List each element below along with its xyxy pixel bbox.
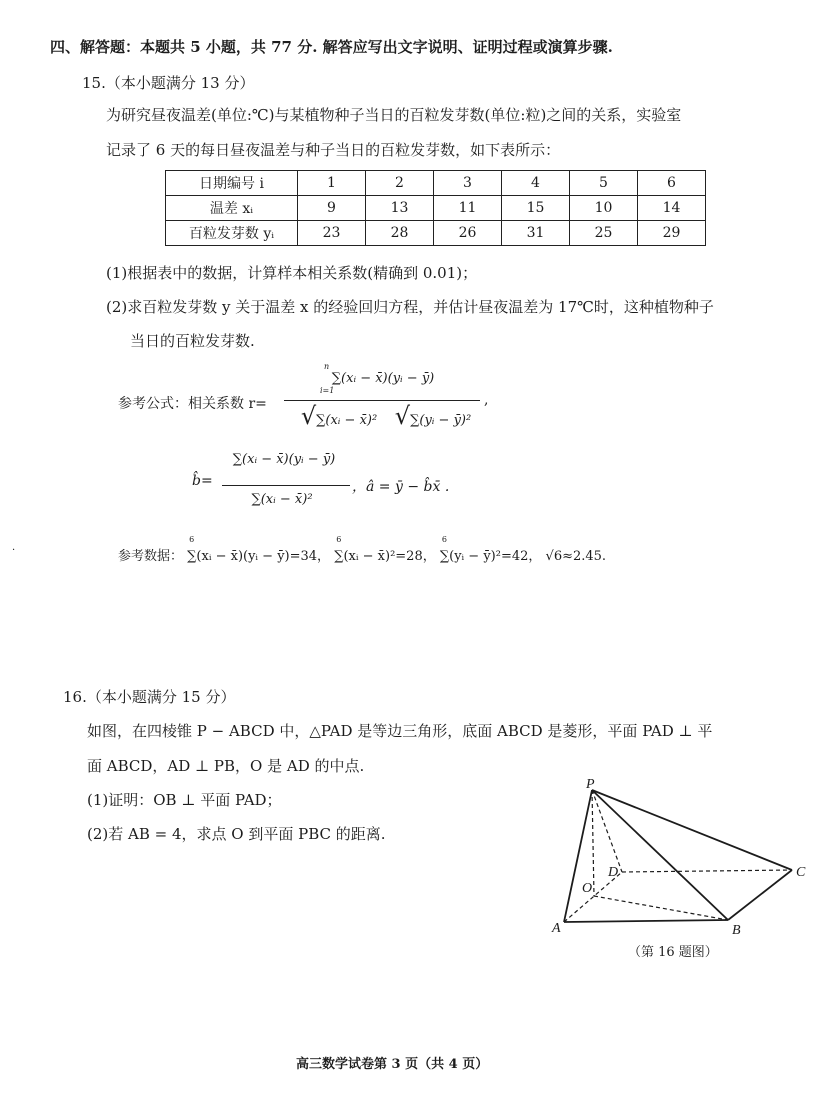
label-C: C xyxy=(796,865,806,880)
q16-header: 16.（本小题满分 15 分） xyxy=(63,688,236,706)
r-den-left-text: ∑(xᵢ − x̄)² xyxy=(316,413,378,428)
label-B: B xyxy=(732,923,741,938)
r-numerator-text: ∑(xᵢ − x̄)(yᵢ − ȳ) xyxy=(331,371,435,386)
q16-intro-line2: 面 ABCD，AD ⊥ PB，O 是 AD 的中点. xyxy=(87,757,365,775)
table-cell: 6 xyxy=(638,171,706,196)
edge-PC xyxy=(592,790,792,870)
r-numerator xyxy=(318,362,448,395)
label-D: D xyxy=(608,865,619,880)
table-cell: 13 xyxy=(366,196,434,221)
q15-intro-line2: 记录了 6 天的每日昼夜温差与种子当日的百粒发芽数，如下表所示： xyxy=(106,141,561,159)
q15-data-table xyxy=(165,170,706,246)
figure-caption: （第 16 题图） xyxy=(628,945,718,960)
reference-data xyxy=(118,535,607,564)
table-cell: 11 xyxy=(434,196,502,221)
r-den-right-text: ∑(yᵢ − ȳ)² xyxy=(410,413,472,428)
edge-AB xyxy=(564,920,728,922)
r-denominator-right xyxy=(378,402,488,430)
ref-data-4: √6≈2.45. xyxy=(545,549,607,564)
ref-sum-3 xyxy=(439,535,542,564)
label-A: A xyxy=(552,921,561,936)
sum-bottom: i=1 xyxy=(320,386,335,395)
table-cell: 15 xyxy=(502,196,570,221)
b-numerator xyxy=(214,452,354,467)
margin-mark: · xyxy=(12,545,16,556)
edge-BC xyxy=(728,870,792,920)
q16-intro-line1: 如图，在四棱锥 P − ABCD 中，△PAD 是等边三角形，底面 ABCD 是菱形，平面 PAD ⊥ 平 xyxy=(87,722,713,740)
section-heading: 四、解答题：本题共 5 小题，共 77 分. 解答应写出文字说明、证明过程或演算步骤. xyxy=(50,38,613,56)
table-cell: 23 xyxy=(298,221,366,246)
q15-intro-line1: 为研究昼夜温差(单位:℃)与某植物种子当日的百粒发芽数(单位:粒)之间的关系，实验室 xyxy=(106,106,682,124)
q16-sub2: (2)若 AB = 4，求点 O 到平面 PBC 的距离. xyxy=(87,825,386,843)
ref-sum-2 xyxy=(334,535,436,564)
b-denominator-text: ∑(xᵢ − x̄)² xyxy=(251,492,313,507)
table-row xyxy=(166,171,706,196)
b-fraction-line xyxy=(222,485,350,486)
table-cell: 日期编号 i xyxy=(166,171,298,196)
edge-PD xyxy=(592,790,622,872)
formula-label: 参考公式：相关系数 r= xyxy=(118,396,267,412)
label-P: P xyxy=(586,777,595,792)
sqrt-icon: √ xyxy=(394,402,411,430)
b-denominator xyxy=(222,492,342,507)
solid-edges xyxy=(564,790,792,922)
ref-data-3: ∑(yᵢ − ȳ)²=42， xyxy=(439,549,542,564)
b-numerator-text: ∑(xᵢ − x̄)(yᵢ − ȳ) xyxy=(232,452,336,467)
table-cell: 3 xyxy=(434,171,502,196)
ref-data-1: ∑(xᵢ − x̄)(yᵢ − ȳ)=34， xyxy=(187,549,331,564)
edge-PO xyxy=(592,790,594,896)
sum-top: 6 xyxy=(336,535,342,544)
edge-PB xyxy=(592,790,728,920)
table-cell: 25 xyxy=(570,221,638,246)
b-hat-lhs: b̂= xyxy=(192,473,213,489)
table-cell: 2 xyxy=(366,171,434,196)
table-cell: 1 xyxy=(298,171,366,196)
page-footer: 高三数学试卷第 3 页（共 4 页） xyxy=(296,1057,489,1072)
q15-sub1: (1)根据表中的数据，计算样本相关系数(精确到 0.01)； xyxy=(106,264,478,282)
table-cell: 9 xyxy=(298,196,366,221)
label-O: O xyxy=(582,881,593,896)
table-cell: 4 xyxy=(502,171,570,196)
sum-top: 6 xyxy=(189,535,195,544)
ref-data-label: 参考数据： xyxy=(118,549,184,564)
sum-top: n xyxy=(324,362,330,371)
sqrt-icon: √ xyxy=(300,402,317,430)
table-cell: 28 xyxy=(366,221,434,246)
table-cell: 29 xyxy=(638,221,706,246)
ref-sum-1 xyxy=(187,535,331,564)
pyramid-figure xyxy=(540,776,820,941)
table-cell: 31 xyxy=(502,221,570,246)
table-cell: 温差 xᵢ xyxy=(166,196,298,221)
table-cell: 14 xyxy=(638,196,706,221)
table-row xyxy=(166,196,706,221)
table-cell: 26 xyxy=(434,221,502,246)
q15-sub2-line1: (2)求百粒发芽数 y 关于温差 x 的经验回归方程，并估计昼夜温差为 17℃时，这种植物种子 xyxy=(106,298,714,316)
table-row xyxy=(166,221,706,246)
q15-sub2-line2: 当日的百粒发芽数. xyxy=(130,332,255,350)
a-hat-formula: ，â = ȳ − b̂x̄ . xyxy=(352,479,450,495)
q16-sub1: (1)证明：OB ⊥ 平面 PAD； xyxy=(87,791,282,809)
table-cell: 百粒发芽数 yᵢ xyxy=(166,221,298,246)
q15-header: 15.（本小题满分 13 分） xyxy=(82,74,255,92)
table-cell: 10 xyxy=(570,196,638,221)
comma-mark: , xyxy=(484,392,489,408)
table-cell: 5 xyxy=(570,171,638,196)
r-fraction-line xyxy=(284,400,480,401)
edge-DC xyxy=(622,870,792,872)
ref-data-2: ∑(xᵢ − x̄)²=28， xyxy=(334,549,436,564)
sum-top: 6 xyxy=(441,535,447,544)
